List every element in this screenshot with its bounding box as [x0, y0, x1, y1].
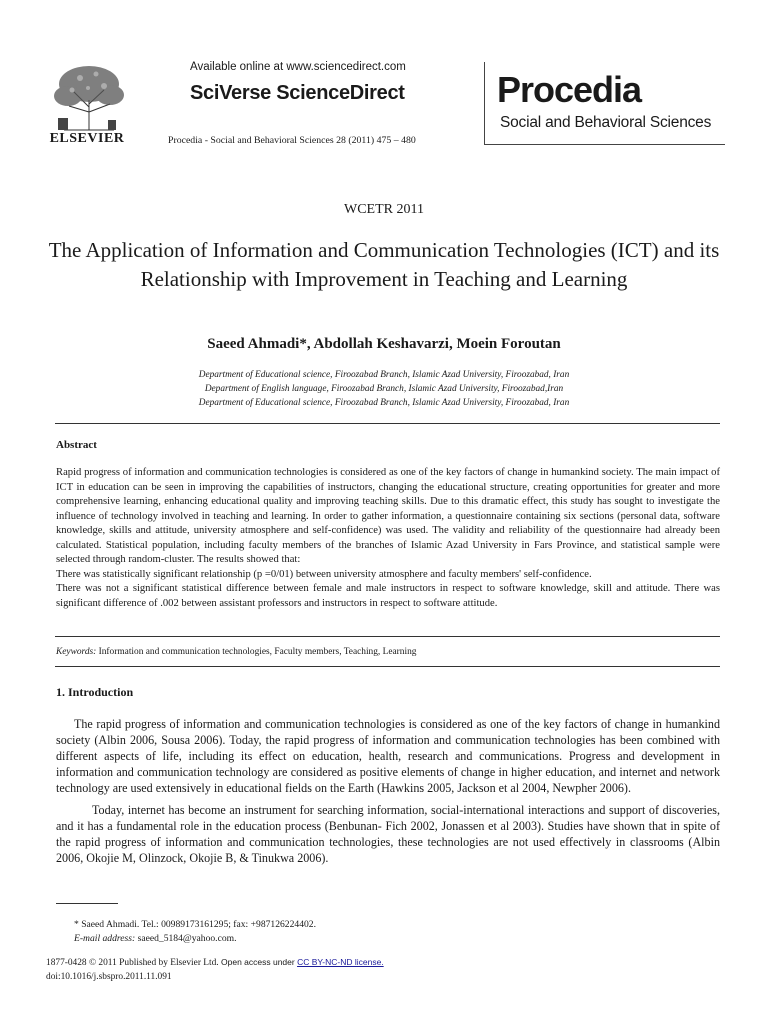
introduction-paragraph: Today, internet has become an instrument for searching information, social-international interactions and support of discoveries, and it has a fundamental role in the education process (Benbunan- Fich 2002, Jonassen et al 2003). Studies have shown that in spite of the rapid progress of information and communication technologies, these technologies are not used effectively in classrooms (Albin 2006, Okojie M, Olinzock, Okojie B, & Tinukwa 2006). [56, 803, 720, 865]
introduction-paragraph: The rapid progress of information and communication technologies is considered as one of the key factors of change in humankind society (Albin 2006, Sousa 2006). Today, the rapid progress of information and communication technologies has been combined with different aspects of life, including its effect on education, health, research and communications. Progress and development in information and communication technology are considered as positive elements of change in higher education, and internet and network technology are used extensively in educational fields on the Earth (Hawkins 2005, Jackson et al 2004, Newpher 2006). [56, 717, 720, 795]
procedia-logo: Procedia [497, 69, 642, 110]
abstract-bottom-rule [55, 666, 720, 667]
email-address: saeed_5184@yahoo.com. [137, 933, 237, 944]
keywords-rule [55, 636, 720, 637]
footnote [74, 918, 316, 946]
affiliations [0, 368, 768, 410]
keywords-label: Keywords: [56, 647, 97, 657]
abstract-body [56, 466, 720, 611]
procedia-subtitle: Social and Behavioral Sciences [500, 114, 712, 131]
abstract-paragraph: Rapid progress of information and communication technologies is considered as one of the key factors of change in humankind society. The main impact of ICT in education can be seen in improving the capabilities of instructors, changing the educational structure, creating opportunities for greater and more comprehensive learning, enhancing educational quality and improving teaching skills. Due to this dramatic effect, this study has sought to investigate the influence of technology involved in teaching and learning. In order to gather information, a questionnaire containing six sections (personal data, software knowledge, skills and attitude, university atmosphere and self-confidence) was used. The validity and reliability of the questionnaire had already been calculated. Statistical population, including faculty members of the branches of Islamic Azad University in Fars Province, and statistical sample were selected through random-cluster. The results showed that: [56, 467, 720, 565]
corresponding-author: * Saeed Ahmadi. Tel.: 00989173161295; fax: +987126224402. [74, 919, 316, 930]
abstract-paragraph: There was statistically significant relationship (p =0/01) between university atmosphere and faculty members' self-confidence. [56, 568, 592, 580]
email-line [74, 932, 316, 946]
journal-citation: Procedia - Social and Behavioral Sciences 28 (2011) 475 – 480 [168, 135, 416, 146]
author-list: Saeed Ahmadi*, Abdollah Keshavarzi, Moein Foroutan [207, 336, 561, 352]
affiliation-3: Department of Educational science, Firoozabad Branch, Islamic Azad University, Firoozabad, Iran [198, 398, 570, 408]
article-title: The Application of Information and Communication Technologies (ICT) and its Relationship with Improvement in Teaching and Learning [48, 238, 720, 291]
publisher-name: ELSEVIER [49, 131, 125, 146]
email-label: E-mail address: [74, 933, 136, 944]
introduction-heading: 1. Introduction [56, 685, 134, 699]
abstract-heading: Abstract [56, 439, 97, 451]
abstract-paragraph: There was not a significant statistical difference between female and male instructors in respect to software knowledge, skill and attitude. There was significant difference of .002 between assistant professors and instructors in respect to software attitude. [56, 583, 720, 609]
abstract-top-rule [55, 423, 720, 424]
footnote-rule [56, 903, 118, 904]
license-link[interactable]: CC BY-NC-ND license. [297, 957, 384, 967]
page-footer [46, 955, 384, 984]
conference-name: WCETR 2011 [344, 202, 424, 217]
copyright: 1877-0428 © 2011 Published by Elsevier Ltd. [46, 958, 219, 968]
sciverse-sciencedirect-logo: SciVerse ScienceDirect [190, 82, 405, 104]
affiliation-2: Department of English language, Firoozabad Branch, Islamic Azad University, Firoozabad,Iran [204, 384, 564, 394]
introduction-body [56, 716, 720, 872]
keywords-text: Information and communication technologies, Faculty members, Teaching, Learning [98, 647, 417, 657]
affiliation-1: Department of Educational science, Firoozabad Branch, Islamic Azad University, Firoozabad, Iran [198, 370, 570, 380]
doi: doi:10.1016/j.sbspro.2011.11.091 [46, 972, 172, 982]
open-access-text: Open access under [221, 957, 295, 967]
copyright-line [46, 955, 384, 970]
keywords-line [56, 647, 416, 657]
available-online-text: Available online at www.sciencedirect.com [190, 61, 406, 73]
